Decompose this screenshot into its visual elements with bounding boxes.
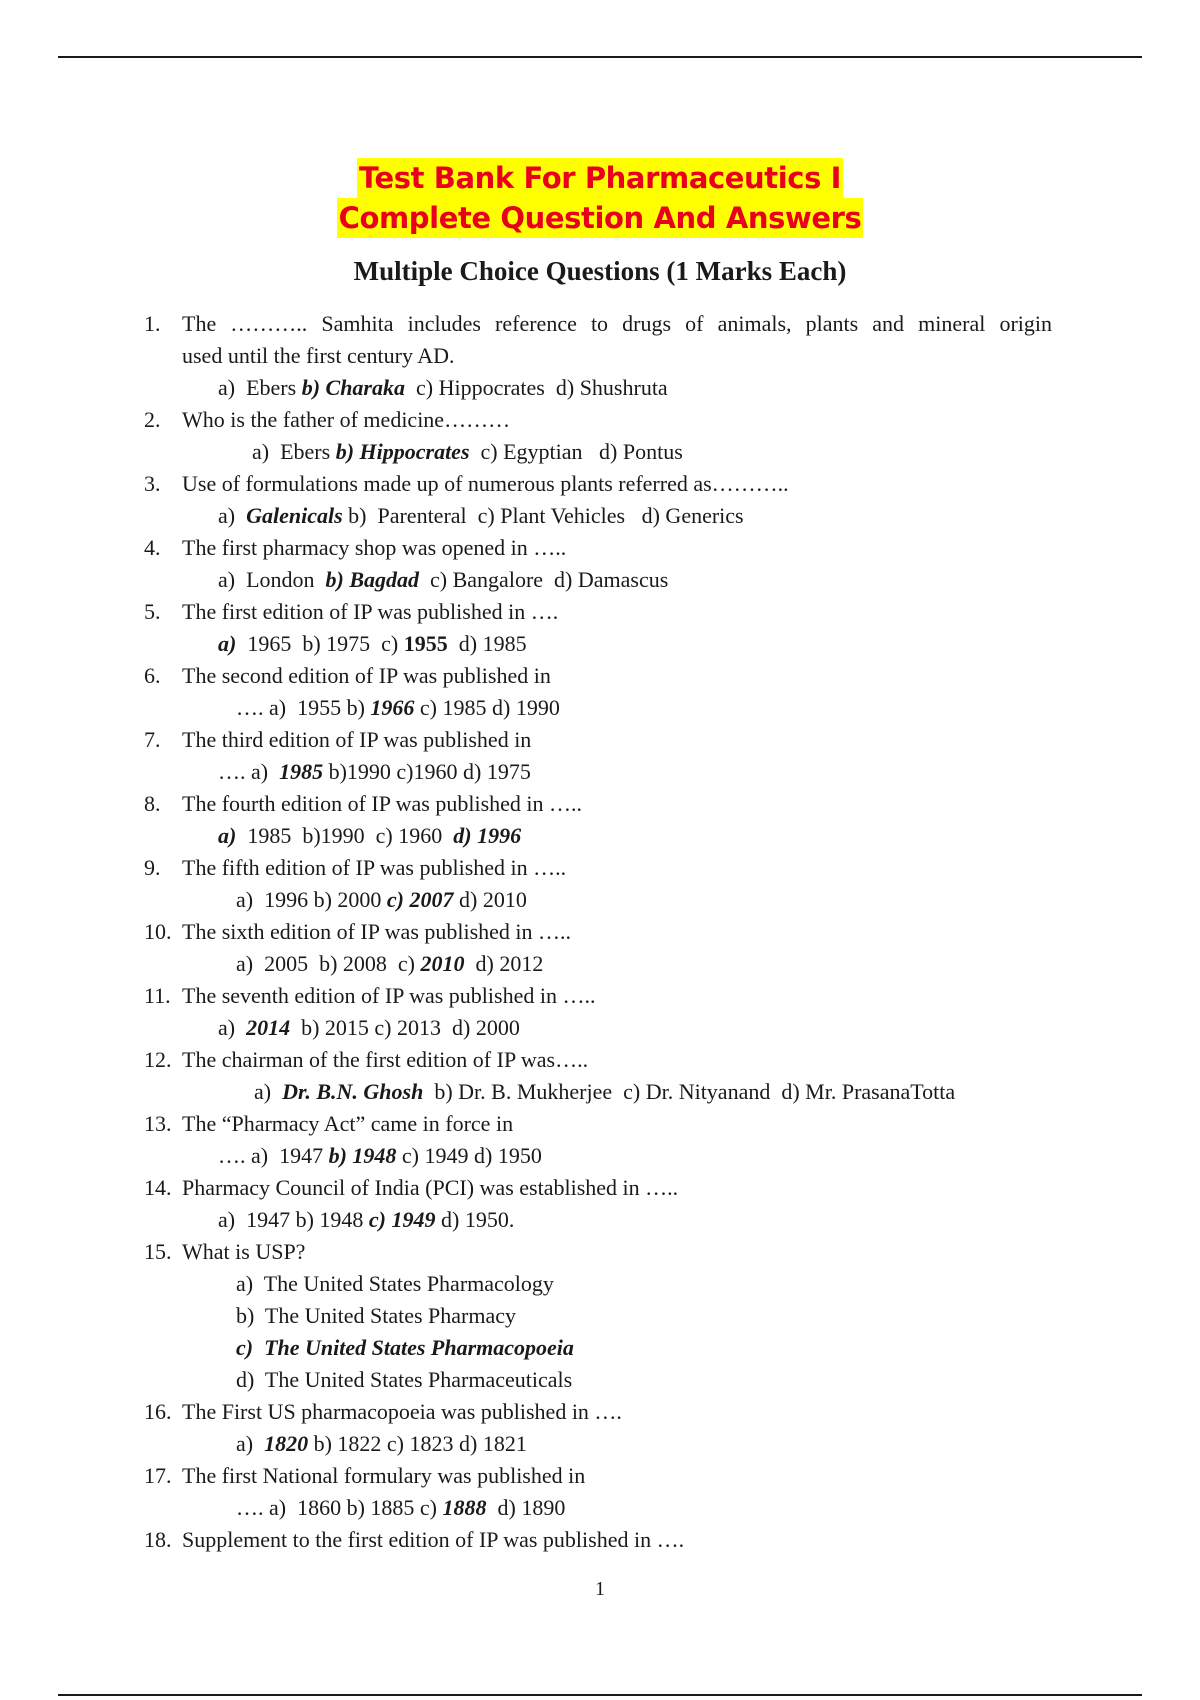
option-a-label: a) bbox=[218, 823, 237, 848]
correct-answer: c) 2007 bbox=[386, 887, 454, 912]
correct-answer: d) 1996 bbox=[453, 823, 522, 848]
correct-answer: Dr. B.N. Ghosh bbox=[282, 1079, 424, 1104]
question-8 bbox=[0, 788, 1200, 820]
correct-answer: 1966 bbox=[370, 695, 415, 720]
option-c-correct-answer: c) The United States Pharmacopoeia bbox=[236, 1335, 574, 1360]
question-options: …. a) 1860 b) 1885 c) 1888 d) 1890 bbox=[236, 1495, 566, 1520]
question-stem: The sixth edition of IP was published in ….. bbox=[182, 919, 572, 944]
correct-answer: 1888 bbox=[442, 1495, 487, 1520]
correct-answer: 1820 bbox=[264, 1431, 309, 1456]
question-number: 10. bbox=[144, 919, 172, 944]
question-options: a) 2005 b) 2008 c) 2010 d) 2012 bbox=[236, 951, 544, 976]
question-stem: The “Pharmacy Act” came in force in bbox=[182, 1111, 514, 1136]
option-b: b) The United States Pharmacy bbox=[236, 1303, 517, 1328]
question-stem: The ……….. Samhita includes reference to drugs of animals, plants and mineral origin bbox=[182, 311, 1052, 336]
question-options: a) Galenicals b) Parenteral c) Plant Vehicles d) Generics bbox=[218, 503, 744, 528]
question-3 bbox=[0, 468, 1200, 500]
question-options: a) 1985 b)1990 c) 1960 d) 1996 bbox=[218, 823, 522, 848]
question-number: 18. bbox=[144, 1527, 172, 1552]
document-title bbox=[0, 158, 1200, 238]
question-number: 2. bbox=[144, 407, 161, 432]
question-13 bbox=[0, 1108, 1200, 1140]
question-12 bbox=[0, 1044, 1200, 1076]
correct-answer: b) Bagdad bbox=[325, 567, 420, 592]
question-number: 8. bbox=[144, 791, 161, 816]
question-stem: Use of formulations made up of numerous plants referred as……….. bbox=[182, 471, 789, 496]
question-options: a) Ebers b) Hippocrates c) Egyptian d) Pontus bbox=[252, 439, 683, 464]
question-number: 1. bbox=[144, 311, 161, 336]
header-rule bbox=[58, 56, 1142, 58]
question-options: …. a) 1985 b)1990 c)1960 d) 1975 bbox=[218, 759, 531, 784]
question-options: a) 1947 b) 1948 c) 1949 d) 1950. bbox=[218, 1207, 515, 1232]
question-number: 6. bbox=[144, 663, 161, 688]
question-stem: The second edition of IP was published in bbox=[182, 663, 551, 688]
question-stem: The seventh edition of IP was published in ….. bbox=[182, 983, 596, 1008]
question-number: 9. bbox=[144, 855, 161, 880]
question-number: 4. bbox=[144, 535, 161, 560]
correct-answer: b) 1948 bbox=[328, 1143, 397, 1168]
question-2 bbox=[0, 404, 1200, 436]
question-options: a) 1820 b) 1822 c) 1823 d) 1821 bbox=[236, 1431, 527, 1456]
question-6 bbox=[0, 660, 1200, 692]
question-number: 5. bbox=[144, 599, 161, 624]
question-stem: Supplement to the first edition of IP was published in …. bbox=[182, 1527, 685, 1552]
correct-answer: b) Hippocrates bbox=[335, 439, 470, 464]
section-heading: Multiple Choice Questions (1 Marks Each) bbox=[353, 256, 847, 286]
question-list bbox=[0, 308, 1200, 1556]
question-options: a) 2014 b) 2015 c) 2013 d) 2000 bbox=[218, 1015, 520, 1040]
correct-answer: 2014 bbox=[246, 1015, 291, 1040]
question-stem-continued: used until the first century AD. bbox=[182, 343, 455, 368]
question-11 bbox=[0, 980, 1200, 1012]
question-stem: The chairman of the first edition of IP was….. bbox=[182, 1047, 589, 1072]
question-stem: The first edition of IP was published in …. bbox=[182, 599, 559, 624]
question-stem: The first National formulary was published in bbox=[182, 1463, 586, 1488]
question-number: 3. bbox=[144, 471, 161, 496]
page-number: 1 bbox=[595, 1578, 605, 1600]
correct-answer: a) bbox=[218, 631, 237, 656]
correct-answer: b) Charaka bbox=[301, 375, 405, 400]
question-stem: The first pharmacy shop was opened in ….. bbox=[182, 535, 567, 560]
correct-answer: 1985 bbox=[279, 759, 324, 784]
question-17 bbox=[0, 1460, 1200, 1492]
title-line-1: Test Bank For Pharmaceutics I bbox=[357, 158, 843, 198]
question-14 bbox=[0, 1172, 1200, 1204]
option-d: d) The United States Pharmaceuticals bbox=[236, 1367, 573, 1392]
question-options: a) 1965 b) 1975 c) 1955 d) 1985 bbox=[218, 631, 527, 656]
option-a: a) The United States Pharmacology bbox=[236, 1271, 554, 1296]
question-options: a) Ebers b) Charaka c) Hippocrates d) Shushruta bbox=[218, 375, 668, 400]
question-number: 13. bbox=[144, 1111, 172, 1136]
question-stem: The third edition of IP was published in bbox=[182, 727, 532, 752]
footer-rule bbox=[58, 1694, 1142, 1696]
question-number: 16. bbox=[144, 1399, 172, 1424]
question-1 bbox=[0, 308, 1200, 340]
question-number: 12. bbox=[144, 1047, 172, 1072]
question-options: a) 1996 b) 2000 c) 2007 d) 2010 bbox=[236, 887, 527, 912]
correct-answer: Galenicals bbox=[246, 503, 343, 528]
question-stem: Pharmacy Council of India (PCI) was established in ….. bbox=[182, 1175, 679, 1200]
question-10 bbox=[0, 916, 1200, 948]
question-4 bbox=[0, 532, 1200, 564]
question-stem: The First US pharmacopoeia was published in …. bbox=[182, 1399, 622, 1424]
question-16 bbox=[0, 1396, 1200, 1428]
question-number: 15. bbox=[144, 1239, 172, 1264]
question-9 bbox=[0, 852, 1200, 884]
question-stem: The fourth edition of IP was published in ….. bbox=[182, 791, 583, 816]
question-options: a) Dr. B.N. Ghosh b) Dr. B. Mukherjee c) Dr. Nityanand d) Mr. PrasanaTotta bbox=[254, 1079, 956, 1104]
question-15 bbox=[0, 1236, 1200, 1268]
question-7 bbox=[0, 724, 1200, 756]
question-5 bbox=[0, 596, 1200, 628]
question-number: 17. bbox=[144, 1463, 172, 1488]
question-stem: The fifth edition of IP was published in ….. bbox=[182, 855, 567, 880]
question-number: 11. bbox=[144, 983, 171, 1008]
correct-answer: c) 1949 bbox=[368, 1207, 436, 1232]
question-stem: Who is the father of medicine……… bbox=[182, 407, 511, 432]
question-options: a) London b) Bagdad c) Bangalore d) Damascus bbox=[218, 567, 669, 592]
question-options: …. a) 1955 b) 1966 c) 1985 d) 1990 bbox=[236, 695, 560, 720]
question-stem: What is USP? bbox=[182, 1239, 306, 1264]
title-line-2: Complete Question And Answers bbox=[337, 198, 864, 238]
correct-answer: 2010 bbox=[420, 951, 465, 976]
question-18 bbox=[0, 1524, 1200, 1556]
question-number: 7. bbox=[144, 727, 161, 752]
question-number: 14. bbox=[144, 1175, 172, 1200]
question-options: …. a) 1947 b) 1948 c) 1949 d) 1950 bbox=[218, 1143, 542, 1168]
